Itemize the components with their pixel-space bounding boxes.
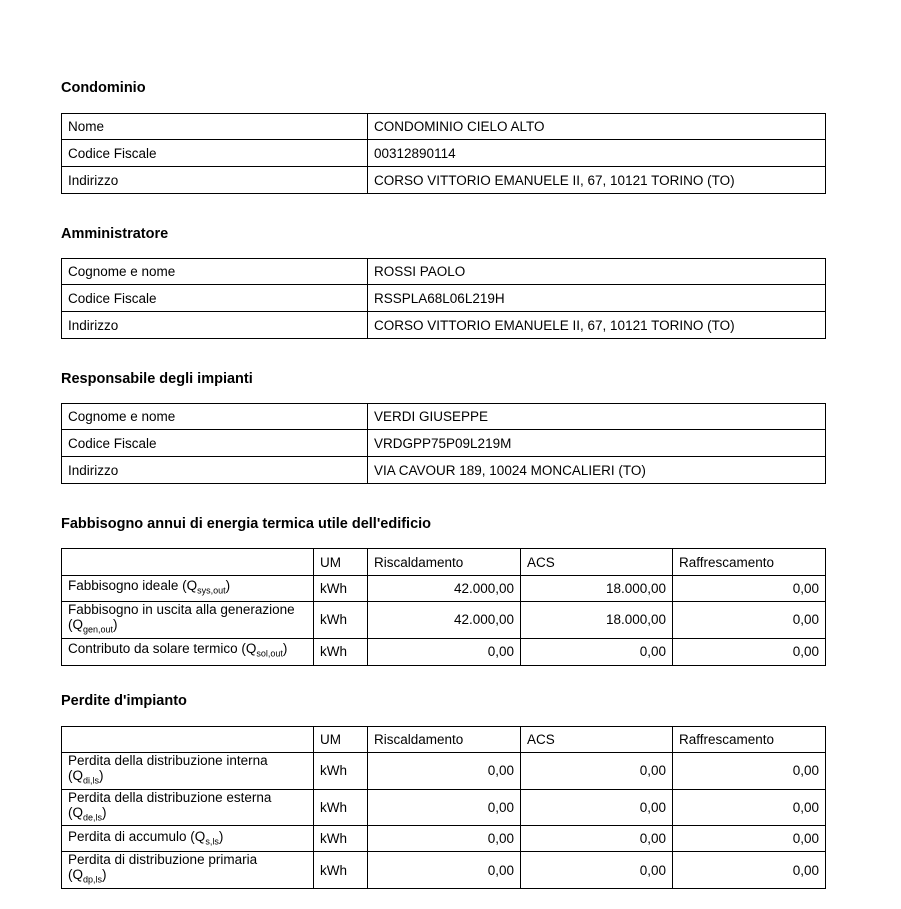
section-title-perdite: Perdite d'impianto xyxy=(61,693,187,709)
unit-cell: kWh xyxy=(314,852,368,889)
table-row xyxy=(62,602,826,639)
field-label: Indirizzo xyxy=(62,312,368,339)
value-cell: 0,00 xyxy=(521,638,673,665)
responsabile-table xyxy=(61,403,826,484)
condominio-table xyxy=(61,113,826,194)
unit-cell: kWh xyxy=(314,789,368,826)
field-label: Cognome e nome xyxy=(62,259,368,285)
value-cell: 0,00 xyxy=(368,789,521,826)
value-cell: 0,00 xyxy=(368,852,521,889)
section-title-condominio: Condominio xyxy=(61,80,146,96)
value-cell: 0,00 xyxy=(521,852,673,889)
value-cell: 18.000,00 xyxy=(521,576,673,602)
field-label: Indirizzo xyxy=(62,167,368,194)
table-row xyxy=(62,789,826,826)
table-row xyxy=(62,259,826,285)
field-value: VERDI GIUSEPPE xyxy=(368,404,826,430)
table-row xyxy=(62,576,826,602)
row-label: Perdita di distribuzione primaria $(Q_{dp,ls})$ xyxy=(62,852,314,889)
unit-cell: kWh xyxy=(314,638,368,665)
column-header: Riscaldamento xyxy=(368,549,521,576)
value-cell: 0,00 xyxy=(521,789,673,826)
section-title-amministratore: Amministratore xyxy=(61,226,169,242)
row-label: Fabbisogno in uscita alla generazione $(Q_{gen,out})$ xyxy=(62,602,314,639)
value-cell: 0,00 xyxy=(521,826,673,852)
unit-cell: kWh xyxy=(314,576,368,602)
column-header: UM xyxy=(314,549,368,576)
field-label: Codice Fiscale xyxy=(62,430,368,457)
value-cell: 42.000,00 xyxy=(368,576,521,602)
table-row xyxy=(62,114,826,140)
amministratore-table xyxy=(61,258,826,339)
value-cell: 0,00 xyxy=(673,826,826,852)
field-value: RSSPLA68L06L219H xyxy=(368,285,826,312)
row-label: Contributo da solare termico $(Q_{sol,out})$ xyxy=(62,638,314,665)
value-cell: 0,00 xyxy=(673,852,826,889)
value-cell: 0,00 xyxy=(673,638,826,665)
field-value: 00312890114 xyxy=(368,140,826,167)
table-row xyxy=(62,457,826,484)
table-header-row xyxy=(62,549,826,576)
section-title-fabbisogno: Fabbisogno annui di energia termica utile dell'edificio xyxy=(61,516,432,532)
row-label: Perdita di accumulo $(Q_{s,ls})$ xyxy=(62,826,314,852)
value-cell: 42.000,00 xyxy=(368,602,521,639)
value-cell: 0,00 xyxy=(673,602,826,639)
field-value: CONDOMINIO CIELO ALTO xyxy=(368,114,826,140)
table-row xyxy=(62,852,826,889)
column-header xyxy=(62,549,314,576)
table-row xyxy=(62,167,826,194)
column-header: ACS xyxy=(521,549,673,576)
table-row xyxy=(62,404,826,430)
unit-cell: kWh xyxy=(314,602,368,639)
field-label: Nome xyxy=(62,114,368,140)
value-cell: 0,00 xyxy=(368,826,521,852)
field-label: Indirizzo xyxy=(62,457,368,484)
field-label: Codice Fiscale xyxy=(62,140,368,167)
value-cell: 0,00 xyxy=(368,753,521,790)
field-value: VIA CAVOUR 189, 10024 MONCALIERI (TO) xyxy=(368,457,826,484)
fabbisogno-table xyxy=(61,548,826,666)
value-cell: 18.000,00 xyxy=(521,602,673,639)
unit-cell: kWh xyxy=(314,826,368,852)
table-row xyxy=(62,285,826,312)
column-header: Raffrescamento xyxy=(673,727,826,753)
value-cell: 0,00 xyxy=(673,576,826,602)
column-header xyxy=(62,727,314,753)
value-cell: 0,00 xyxy=(673,753,826,790)
table-row xyxy=(62,638,826,665)
value-cell: 0,00 xyxy=(673,789,826,826)
column-header: Riscaldamento xyxy=(368,727,521,753)
column-header: UM xyxy=(314,727,368,753)
table-header-row xyxy=(62,727,826,753)
unit-cell: kWh xyxy=(314,753,368,790)
field-value: CORSO VITTORIO EMANUELE II, 67, 10121 TORINO (TO) xyxy=(368,312,826,339)
table-row xyxy=(62,753,826,790)
value-cell: 0,00 xyxy=(368,638,521,665)
perdite-table xyxy=(61,726,826,889)
field-value: ROSSI PAOLO xyxy=(368,259,826,285)
table-row xyxy=(62,140,826,167)
column-header: ACS xyxy=(521,727,673,753)
section-title-responsabile: Responsabile degli impianti xyxy=(61,371,253,387)
field-value: CORSO VITTORIO EMANUELE II, 67, 10121 TORINO (TO) xyxy=(368,167,826,194)
field-label: Cognome e nome xyxy=(62,404,368,430)
row-label: Perdita della distribuzione interna $(Q_{di,ls})$ xyxy=(62,753,314,790)
row-label: Perdita della distribuzione esterna $(Q_{de,ls})$ xyxy=(62,789,314,826)
field-label: Codice Fiscale xyxy=(62,285,368,312)
table-row xyxy=(62,826,826,852)
field-value: VRDGPP75P09L219M xyxy=(368,430,826,457)
column-header: Raffrescamento xyxy=(673,549,826,576)
table-row xyxy=(62,430,826,457)
row-label: Fabbisogno ideale $(Q_{sys,out})$ xyxy=(62,576,314,602)
table-row xyxy=(62,312,826,339)
value-cell: 0,00 xyxy=(521,753,673,790)
